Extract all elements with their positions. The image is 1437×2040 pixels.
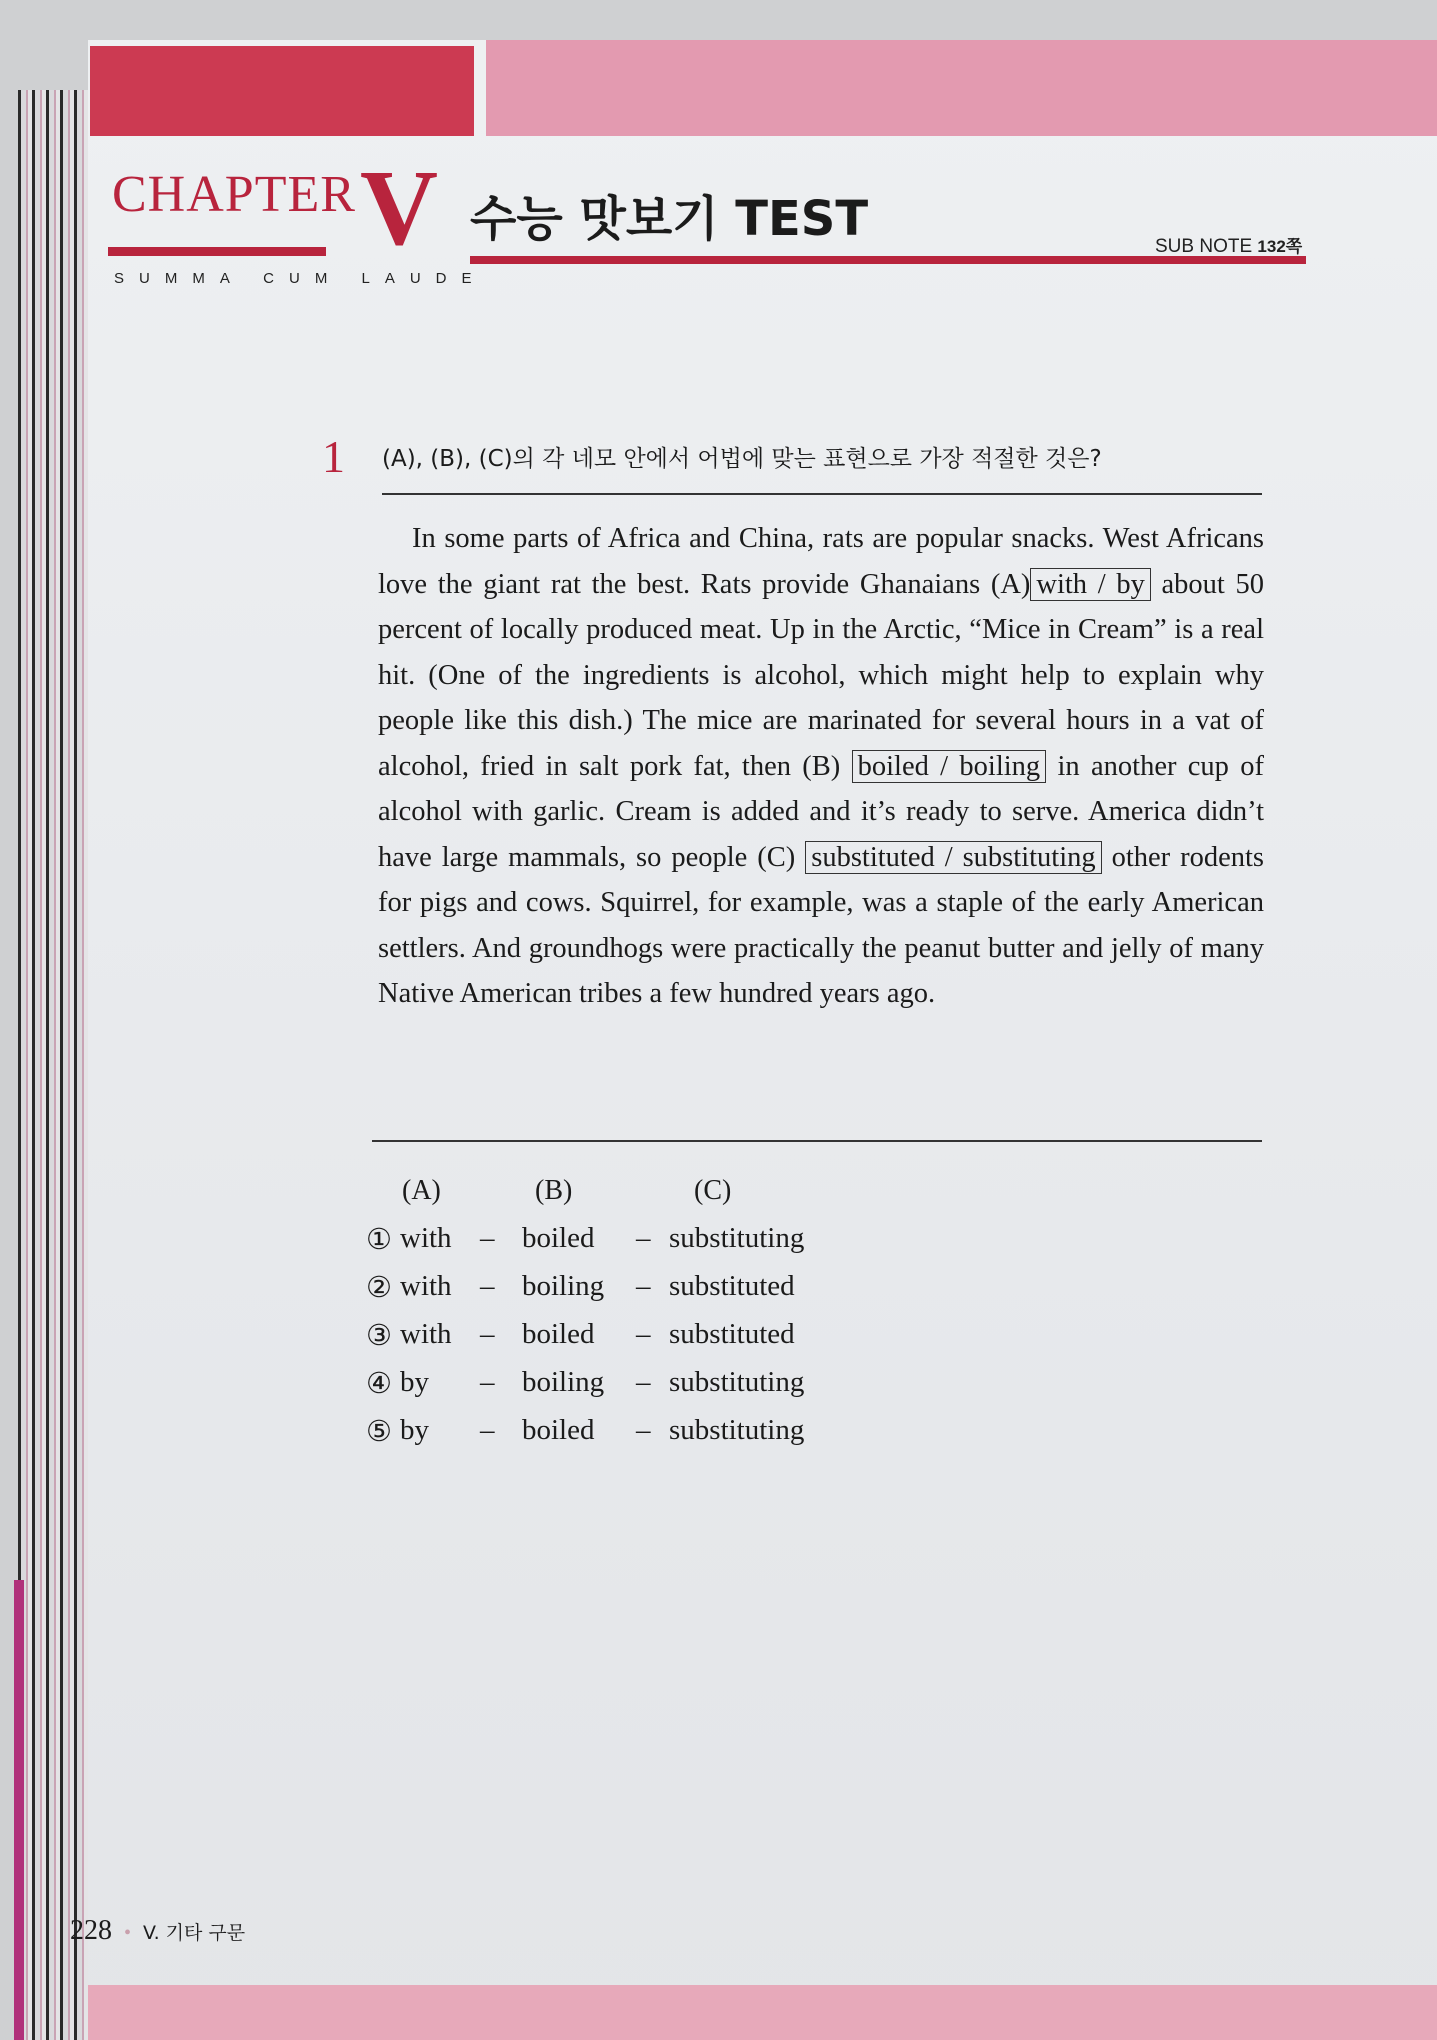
option-dash: – <box>480 1414 495 1446</box>
option-dash: – <box>636 1318 651 1350</box>
option-b: boiled <box>522 1414 595 1446</box>
option-c: substituting <box>669 1366 805 1398</box>
chapter-numeral: V <box>360 149 438 268</box>
answer-option-5[interactable] <box>366 1414 1066 1458</box>
chapter-title: 수능 맛보기 TEST <box>470 191 869 247</box>
header-bar-right <box>486 40 1437 136</box>
sub-note <box>1155 232 1302 258</box>
option-number: ⑤ <box>366 1416 392 1448</box>
page-edge-stack <box>18 90 88 2040</box>
option-number: ② <box>366 1272 392 1304</box>
page-footer <box>70 1915 245 1947</box>
option-dash: – <box>480 1318 495 1350</box>
footer-bullet: • <box>124 1922 132 1944</box>
passage-bottom-rule <box>372 1140 1262 1142</box>
option-c: substituted <box>669 1318 795 1350</box>
answer-option-1[interactable] <box>366 1222 1066 1266</box>
option-c: substituted <box>669 1270 795 1302</box>
title-rule-left <box>108 247 326 256</box>
option-b: boiled <box>522 1318 595 1350</box>
option-c: substituting <box>669 1222 805 1254</box>
sub-note-page: 132쪽 <box>1257 237 1303 256</box>
choice-header-c: (C) <box>694 1175 732 1206</box>
option-c: substituting <box>669 1414 805 1446</box>
page-edge-strip <box>14 1580 24 2040</box>
passage-top-rule <box>382 493 1262 495</box>
option-dash: – <box>636 1366 651 1398</box>
reading-passage <box>378 516 1264 1017</box>
choice-box-b: boiled / boiling <box>852 750 1047 783</box>
chapter-label: CHAPTER <box>112 166 356 223</box>
footer-band <box>88 1985 1437 2040</box>
question-number: 1 <box>322 431 345 482</box>
option-b: boiling <box>522 1366 605 1398</box>
passage-text-4: other rodents for pigs and cows. Squirrel, for example, was a staple of the early American settlers. And groundhogs were practically the peanut butter and jelly of many Native American tribes a few hundred years ago. <box>378 841 1265 1009</box>
option-a: by <box>400 1366 429 1398</box>
chapter-tagline: SUMMA CUM LAUDE <box>114 270 487 287</box>
option-a: with <box>400 1270 452 1302</box>
page-number: 228 <box>70 1915 112 1946</box>
option-dash: – <box>480 1270 495 1302</box>
option-a: with <box>400 1222 452 1254</box>
question-prompt: (A), (B), (C)의 각 네모 안에서 어법에 맞는 표현으로 가장 적절한 것은? <box>382 446 1102 472</box>
choice-header-b: (B) <box>535 1175 573 1206</box>
choice-box-a: with / by <box>1030 568 1150 601</box>
sub-note-label: SUB NOTE <box>1155 236 1253 257</box>
passage-text-3: in another cup of alcohol with garlic. Cream is added and it’s ready to serve. America didn’t have large mammals, so people (C) <box>378 750 1264 873</box>
option-dash: – <box>636 1222 651 1254</box>
option-dash: – <box>480 1366 495 1398</box>
option-b: boiled <box>522 1222 595 1254</box>
option-dash: – <box>480 1222 495 1254</box>
option-number: ③ <box>366 1320 392 1352</box>
option-a: with <box>400 1318 452 1350</box>
option-dash: – <box>636 1414 651 1446</box>
choice-header-a: (A) <box>402 1175 441 1206</box>
choice-box-c: substituted / substituting <box>805 841 1101 874</box>
option-b: boiling <box>522 1270 605 1302</box>
book-page <box>88 40 1437 2040</box>
footer-section: V. 기타 구문 <box>143 1922 246 1944</box>
option-dash: – <box>636 1270 651 1302</box>
answer-option-3[interactable] <box>366 1318 1066 1362</box>
answer-option-2[interactable] <box>366 1270 1066 1314</box>
option-number: ① <box>366 1224 392 1256</box>
option-a: by <box>400 1414 429 1446</box>
passage-text-1: In some parts of Africa and China, rats are popular snacks. West Africans love the giant rat the best. Rats provide Ghanaians (A) <box>378 523 1264 600</box>
passage-text-2: about 50 percent of locally produced meat. Up in the Arctic, “Mice in Cream” is a real hit. (One of the ingredients is alcohol, which might help to explain why people like this dish.) The mice are marinated for several hours in a vat of alcohol, fried in salt pork fat, then (B) <box>378 568 1264 782</box>
answer-option-4[interactable] <box>366 1366 1066 1410</box>
option-number: ④ <box>366 1368 392 1400</box>
header-bar-left <box>90 46 474 136</box>
